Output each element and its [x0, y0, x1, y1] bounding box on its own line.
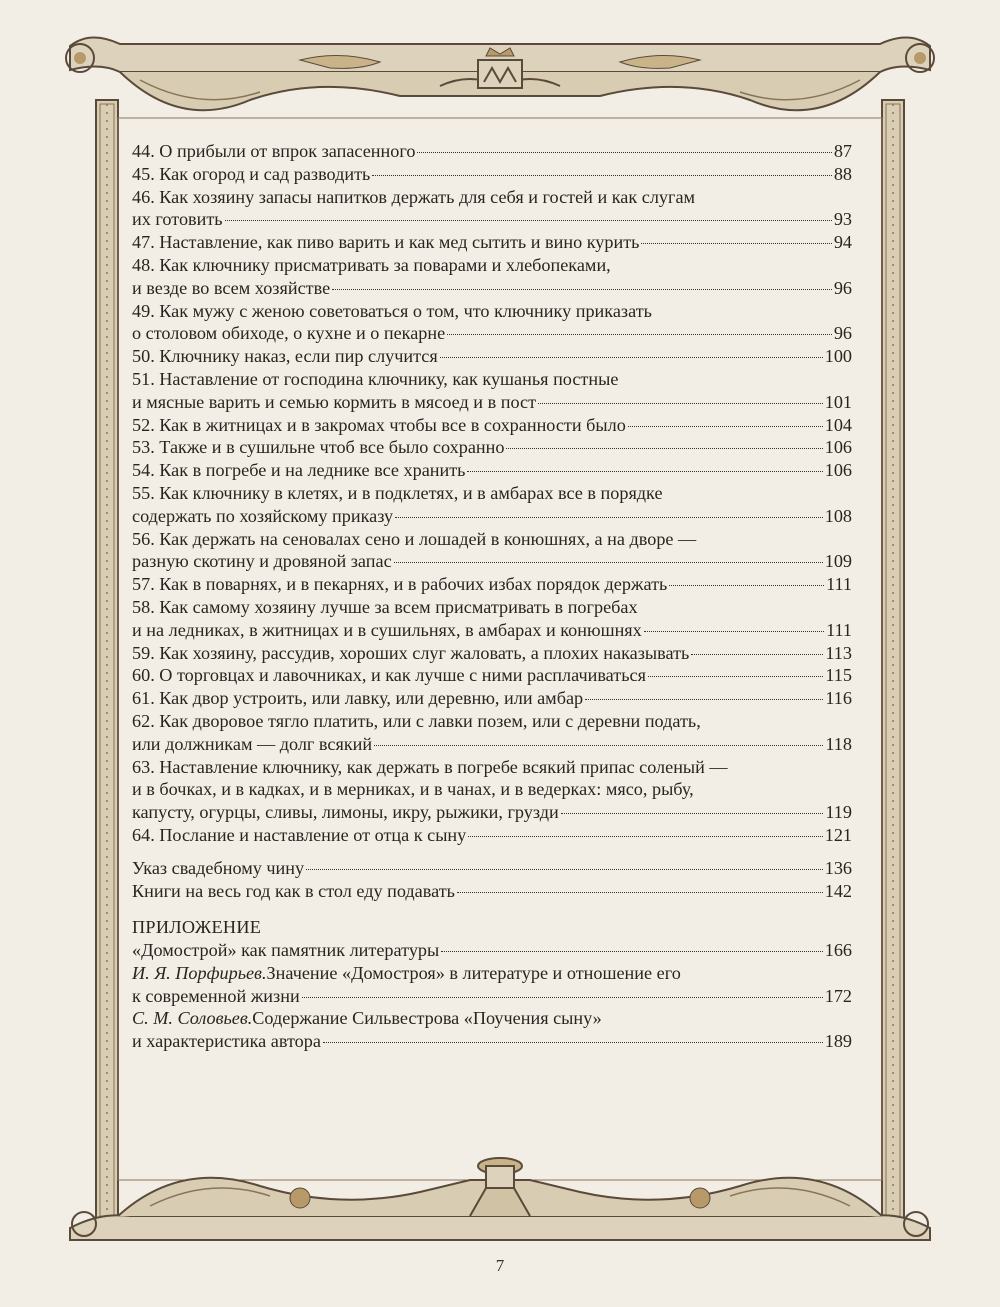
toc-entry-line: [132, 664, 852, 687]
toc-entry-line: [132, 880, 852, 903]
toc-entry-line: [132, 482, 852, 505]
right-pillar: [882, 100, 904, 1220]
toc-entry-author: И. Я. Порфирьев.: [132, 962, 267, 983]
toc-entry-page: 87: [833, 141, 852, 161]
toc-entry-line: [132, 322, 852, 345]
toc-entry: [132, 939, 852, 962]
toc-entry-line: [132, 1030, 852, 1053]
toc-entry-text: их готовить: [132, 209, 223, 230]
toc-entry-line: [132, 550, 852, 573]
toc-entry-line: [132, 277, 852, 300]
dot-leader: [538, 403, 823, 404]
dot-leader: [302, 997, 823, 998]
toc-entry: [132, 300, 852, 346]
toc-entry-text: 59. Как хозяину, рассудив, хороших слуг жаловать, а плохих наказывать: [132, 642, 690, 663]
toc-entry: [132, 596, 852, 642]
dot-leader: [561, 813, 824, 814]
toc-entry-line: [132, 710, 852, 733]
dot-leader: [395, 517, 823, 518]
toc-entry: [132, 824, 852, 847]
dot-leader: [306, 869, 823, 870]
toc-entry: [132, 186, 852, 232]
toc-entry-line: [132, 596, 852, 619]
toc-entry-page: 189: [824, 1031, 852, 1052]
toc-entry-text: Содержание Сильвестрова «Поучения сыну»: [252, 1008, 602, 1029]
toc-entry: [132, 573, 852, 596]
toc-entry-page: 113: [825, 642, 852, 663]
toc-entry-page: 108: [824, 505, 852, 526]
toc-entry-page: 115: [825, 665, 852, 686]
toc-entry-text: 57. Как в поварнях, и в пекарнях, и в рабочих избах порядок держать: [132, 574, 668, 595]
toc-entry-line: [132, 939, 852, 962]
toc-entry-text: 49. Как мужу с женою советоваться о том, что ключнику приказать: [132, 300, 652, 321]
toc-entry: [132, 436, 852, 459]
toc-entry-text: 48. Как ключнику присматривать за поварами и хлебопеками,: [132, 254, 611, 275]
toc-entry: [132, 687, 852, 710]
toc-entry-text: 56. Как держать на сеновалах сено и лошадей в конюшнях, а на дворе —: [132, 528, 697, 549]
toc-entry-text: «Домострой» как памятник литературы: [132, 940, 440, 961]
toc-entry-page: 142: [824, 880, 852, 901]
toc-entry: [132, 163, 852, 186]
toc-entry: [132, 664, 852, 687]
toc-entry-line: [132, 857, 852, 880]
dot-leader: [447, 334, 832, 335]
toc-entry-line: [132, 391, 852, 414]
toc-entry-text: и в бочках, и в кадках, и в мерниках, и в чанах, и в ведерках: мясо, рыбу,: [132, 779, 694, 800]
toc-entry-text: 51. Наставление от господина ключнику, как кушанья постные: [132, 368, 619, 389]
dot-leader: [585, 699, 823, 700]
toc-entry-text: 60. О торговцах и лавочниках, и как лучше с ними расплачиваться: [132, 665, 646, 686]
toc-entry: [132, 368, 852, 414]
toc-entry: [132, 345, 852, 368]
toc-entry-page: 106: [824, 460, 852, 481]
toc-entry-page: 93: [833, 209, 852, 230]
toc-entry-page: 111: [826, 574, 852, 595]
dot-leader: [641, 243, 831, 244]
toc-entry-text: и везде во всем хозяйстве: [132, 277, 331, 298]
toc-entry-text: 62. Как дворовое тягло платить, или с лавки позем, или с деревни подать,: [132, 710, 701, 731]
toc-entry-page: 100: [824, 346, 852, 367]
dot-leader: [323, 1042, 823, 1043]
table-of-contents: [132, 140, 852, 1053]
toc-entry-page: 109: [824, 551, 852, 572]
toc-entry-line: [132, 824, 852, 847]
toc-entry-line: [132, 368, 852, 391]
toc-entry-text: и мясные варить и семью кормить в мясоед и в пост: [132, 391, 537, 412]
toc-entry-page: 116: [825, 688, 852, 709]
dot-leader: [225, 220, 832, 221]
toc-entry-line: [132, 163, 852, 186]
toc-entry-line: [132, 436, 852, 459]
dot-leader: [628, 426, 823, 427]
toc-entry-page: 111: [826, 619, 852, 640]
toc-entry-line: [132, 254, 852, 277]
dot-leader: [468, 836, 822, 837]
toc-entry: [132, 710, 852, 756]
toc-entry-line: [132, 345, 852, 368]
toc-entry-text: и на ледниках, в житницах и в сушильнях, в амбарах и конюшнях: [132, 619, 642, 640]
toc-entry-line: [132, 619, 852, 642]
toc-entry-text: 46. Как хозяину запасы напитков держать для себя и гостей и как слугам: [132, 186, 696, 207]
toc-entry-line: [132, 505, 852, 528]
toc-entry-text: или должникам — долг всякий: [132, 733, 373, 754]
toc-entry-line: [132, 414, 852, 437]
toc-entry: [132, 528, 852, 574]
toc-entry-text: Указ свадебному чину: [132, 857, 305, 878]
toc-entry-author: С. М. Соловьев.: [132, 1008, 253, 1029]
dot-leader: [467, 471, 822, 472]
toc-entry-text: содержать по хозяйскому приказу: [132, 505, 394, 526]
toc-entry-text: и характеристика автора: [132, 1031, 321, 1052]
toc-entry-line: [132, 186, 852, 209]
toc-entry-page: 166: [824, 940, 852, 961]
toc-entry: [132, 459, 852, 482]
dot-leader: [440, 357, 823, 358]
dot-leader: [506, 448, 822, 449]
toc-entry: [132, 642, 852, 665]
toc-entry-line: [132, 300, 852, 323]
toc-entry-line: [132, 687, 852, 710]
spacer: [132, 902, 852, 912]
toc-list-supplementary: [132, 857, 852, 903]
toc-entry: [132, 857, 852, 880]
toc-entry-text: 44. О прибыли от впрок запасенного: [132, 141, 416, 161]
toc-entry-line: [132, 778, 852, 801]
dot-leader: [457, 892, 823, 893]
spacer: [132, 847, 852, 857]
toc-entry-text: к современной жизни: [132, 985, 300, 1006]
toc-entry-page: 96: [833, 277, 852, 298]
toc-entry-page: 136: [824, 857, 852, 878]
toc-entry-line: [132, 642, 852, 665]
toc-entry-page: 96: [833, 323, 852, 344]
toc-list-appendix: [132, 939, 852, 1053]
toc-entry: [132, 482, 852, 528]
toc-entry-text: Книги на весь год как в стол еду подавать: [132, 880, 455, 901]
toc-entry-text: 54. Как в погребе и на леднике все хранить: [132, 460, 466, 481]
toc-entry-line: [132, 733, 852, 756]
toc-entry-text: Значение «Домостроя» в литературе и отношение его: [266, 962, 681, 983]
toc-entry-page: 94: [833, 232, 852, 253]
toc-entry-text: 47. Наставление, как пиво варить и как мед сытить и вино курить: [132, 232, 640, 253]
toc-entry: [132, 254, 852, 300]
toc-entry-text: капусту, огурцы, сливы, лимоны, икру, рыжики, грузди: [132, 802, 559, 823]
toc-entry-text: о столовом обиходе, о кухне и о пекарне: [132, 323, 446, 344]
toc-entry-page: 88: [833, 163, 852, 184]
dot-leader: [332, 289, 832, 290]
toc-entry-line: [132, 459, 852, 482]
toc-entry-text: 52. Как в житницах и в закромах чтобы все в сохранности было: [132, 414, 626, 435]
toc-entry-page: 118: [825, 733, 852, 754]
toc-entry-text: 55. Как ключнику в клетях, и в подклетях, и в амбарах все в порядке: [132, 482, 663, 503]
dot-leader: [644, 631, 824, 632]
toc-entry: [132, 414, 852, 437]
toc-entry: [132, 756, 852, 824]
toc-entry-line: [132, 573, 852, 596]
page-number: 7: [495, 1256, 505, 1275]
toc-entry-text: 58. Как самому хозяину лучше за всем присматривать в погребах: [132, 596, 638, 617]
toc-entry-line: [132, 962, 852, 985]
dot-leader: [374, 745, 823, 746]
toc-entry: [132, 880, 852, 903]
toc-entry: [132, 231, 852, 254]
toc-entry-page: 104: [824, 414, 852, 435]
dot-leader: [441, 951, 822, 952]
dot-leader: [648, 676, 823, 677]
dot-leader: [669, 585, 824, 586]
dot-leader: [691, 654, 823, 655]
toc-entry-text: 61. Как двор устроить, или лавку, или деревню, или амбар: [132, 688, 584, 709]
toc-entry-page: 121: [824, 824, 852, 845]
toc-entry-line: [132, 801, 852, 824]
toc-entry-line: [132, 985, 852, 1008]
toc-list-main: [132, 140, 852, 847]
toc-entry-line: [132, 231, 852, 254]
toc-entry-text: 50. Ключнику наказ, если пир случится: [132, 346, 438, 367]
toc-entry-line: [132, 528, 852, 551]
toc-entry-page: 106: [824, 437, 852, 458]
toc-entry-page: 119: [825, 802, 852, 823]
toc-entry-page: 101: [824, 391, 852, 412]
left-pillar: [96, 100, 118, 1220]
toc-entry-text: 45. Как огород и сад разводить: [132, 163, 371, 184]
toc-entry-text: 64. Послание и наставление от отца к сыну: [132, 824, 467, 845]
toc-entry-line: [132, 756, 852, 779]
toc-entry-line: [132, 140, 852, 163]
toc-entry-text: 53. Также и в сушильне чтоб все было сохранно: [132, 437, 505, 458]
appendix-title: ПРИЛОЖЕНИЕ: [132, 917, 262, 938]
dot-leader: [394, 562, 823, 563]
toc-entry: [132, 962, 852, 1008]
toc-entry: [132, 1007, 852, 1053]
toc-entry-page: 172: [824, 985, 852, 1006]
dot-leader: [417, 152, 831, 153]
toc-entry-line: [132, 1007, 852, 1030]
toc-entry: [132, 140, 852, 163]
toc-entry-text: разную скотину и дровяной запас: [132, 551, 392, 572]
dot-leader: [372, 175, 831, 176]
toc-entry-line: [132, 208, 852, 231]
toc-entry-text: 63. Наставление ключнику, как держать в погребе всякий припас соленый —: [132, 756, 728, 777]
